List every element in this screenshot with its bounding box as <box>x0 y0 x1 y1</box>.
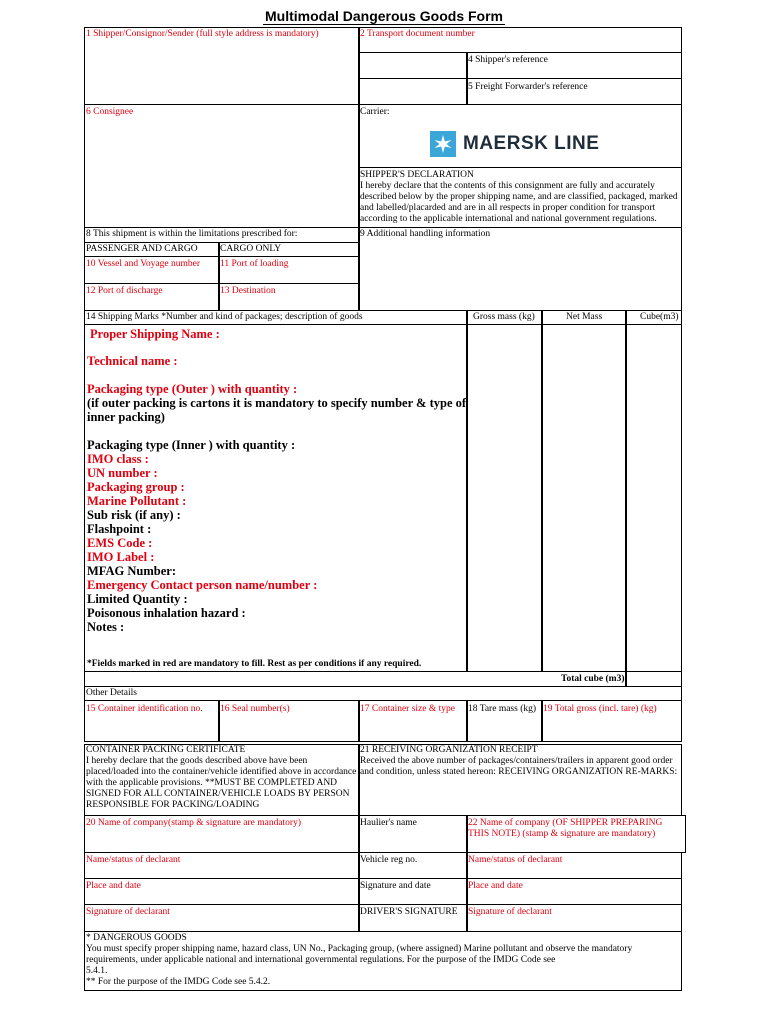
other-details-label: Other Details <box>86 688 137 698</box>
transport-doc-label: 2 Transport document number <box>360 29 475 39</box>
cargo-only-label: CARGO ONLY <box>220 244 282 254</box>
place-date-right-label: Place and date <box>468 881 523 891</box>
other-details-row <box>84 686 682 701</box>
name-status-left-label: Name/status of declarant <box>86 855 181 865</box>
receipt-line1: Received the above number of packages/containers/trailers in apparent good order <box>360 756 673 766</box>
cube-label: Cube(m3) <box>640 312 679 322</box>
packing-certificate-line2: placed/loaded into the container/vehicle identified above in accordance <box>86 767 357 777</box>
container-size-label: 17 Container size & type <box>360 704 455 714</box>
dangerous-goods-line3: 5.4.1. <box>86 966 108 976</box>
star-icon <box>430 131 456 157</box>
packaging-outer-label: Packaging type (Outer ) with quantity : <box>87 382 298 396</box>
flashpoint-label: Flashpoint : <box>87 522 152 536</box>
vehicle-reg-label: Vehicle reg no. <box>360 855 418 865</box>
tare-mass-label: 18 Tare mass (kg) <box>468 704 537 714</box>
packing-certificate-line5: RESPONSIBLE FOR PACKING/LOADING <box>86 800 260 810</box>
gross-mass-label: Gross mass (kg) <box>473 312 535 322</box>
consignee-label: 6 Consignee <box>86 107 134 117</box>
shipping-marks-label: 14 Shipping Marks *Number and kind of packages; description of goods <box>86 312 363 322</box>
seal-numbers-label: 16 Seal number(s) <box>220 704 290 714</box>
imo-label-label: IMO Label : <box>87 550 155 564</box>
packaging-group-label: Packaging group : <box>87 480 185 494</box>
emergency-contact-label: Emergency Contact person name/number : <box>87 578 318 592</box>
total-cube-label: Total cube (m3) <box>561 674 625 684</box>
hauliers-name-label: Haulier's name <box>360 818 417 828</box>
container-id-label: 15 Container identification no. <box>86 704 203 714</box>
passenger-cargo-label: PASSENGER AND CARGO <box>86 244 198 254</box>
receipt-heading: 21 RECEIVING ORGANIZATION RECEIPT <box>360 745 538 755</box>
outer-note-line1: (if outer packing is cartons it is mandatory to specify number & type of <box>87 396 467 410</box>
poisonous-label: Poisonous inhalation hazard : <box>87 606 246 620</box>
shipper-ref-label: 4 Shipper's reference <box>468 55 548 65</box>
shipper-label: 1 Shipper/Consignor/Sender (full style address is mandatory) <box>86 29 319 39</box>
dangerous-goods-line1: You must specify proper shipping name, hazard class, UN No., Packaging group, (where assigned) Marine pollutant and observe the mandatory <box>86 944 633 954</box>
total-gross-label: 19 Total gross (incl. tare) (kg) <box>543 704 657 714</box>
sub-risk-label: Sub risk (if any) : <box>87 508 181 522</box>
shipper-declaration-body: I hereby declare that the contents of this consignment are fully and accurately described below by the proper shipping name, and are classified, packaged, marked and labelled/placarded and are in all respects in proper condition for transport according to the applicable international and national government regulations. <box>360 181 678 224</box>
limited-quantity-label: Limited Quantity : <box>87 592 188 606</box>
destination-label: 13 Destination <box>220 286 276 296</box>
company-20-label: 20 Name of company(stamp & signature are mandatory) <box>86 818 301 828</box>
total-cube-row <box>84 671 627 687</box>
shipper-declaration-heading: SHIPPER'S DECLARATION <box>360 170 474 180</box>
technical-name-label: Technical name : <box>87 354 178 368</box>
shipper-ref-left-box[interactable] <box>358 52 468 79</box>
cube-column[interactable] <box>625 324 682 672</box>
company-22-label: 22 Name of company (OF SHIPPER PREPARING THIS NOTE) (stamp & signature are mandatory) <box>468 818 663 839</box>
place-date-left-label: Place and date <box>86 881 141 891</box>
carrier-label: Carrier: <box>360 107 390 117</box>
additional-handling-label: 9 Additional handling information <box>360 229 491 239</box>
drivers-signature-label: DRIVER'S SIGNATURE <box>360 907 458 917</box>
proper-shipping-name-label: Proper Shipping Name : <box>90 327 220 341</box>
dangerous-goods-heading: * DANGEROUS GOODS <box>86 933 187 943</box>
consignee-box[interactable] <box>84 104 360 228</box>
receipt-line2: and condition, unless stated hereon: RECEIVING ORGANIZATION RE-MARKS: <box>360 767 678 777</box>
shipment-limits-label: 8 This shipment is within the limitations prescribed for: <box>86 229 298 239</box>
notes-label: Notes : <box>87 620 125 634</box>
signature-declarant-left-label: Signature of declarant <box>86 907 170 917</box>
signature-date-label: Signature and date <box>360 881 431 891</box>
total-cube-value-box[interactable] <box>625 671 682 687</box>
forwarder-ref-label: 5 Freight Forwarder's reference <box>468 82 588 92</box>
port-loading-label: 11 Port of loading <box>220 259 289 269</box>
net-mass-label: Net Mass <box>566 312 603 322</box>
packing-certificate-heading: CONTAINER PACKING CERTIFICATE <box>86 745 246 755</box>
form-title: Multimodal Dangerous Goods Form <box>264 8 503 24</box>
maersk-logo <box>430 130 599 158</box>
dangerous-goods-line4: ** For the purpose of the IMDG Code see 5.4.2. <box>86 977 271 987</box>
logo-text: MAERSK LINE <box>463 133 600 154</box>
packaging-inner-label: Packaging type (Inner ) with quantity : <box>87 438 296 452</box>
name-status-right-label: Name/status of declarant <box>468 855 563 865</box>
port-discharge-label: 12 Port of discharge <box>86 286 163 296</box>
forwarder-ref-left-box[interactable] <box>358 78 468 105</box>
dangerous-goods-line2: requirements, under applicable national and international governmental regulations. For the purpose of the IMDG Code see <box>86 955 556 965</box>
marine-pollutant-label: Marine Pollutant : <box>87 494 187 508</box>
un-number-label: UN number : <box>87 466 158 480</box>
outer-note-line2: inner packing) <box>87 410 165 424</box>
mfag-label: MFAG Number: <box>87 564 176 578</box>
gross-mass-column[interactable] <box>466 324 543 672</box>
signature-declarant-right-label: Signature of declarant <box>468 907 552 917</box>
vessel-label: 10 Vessel and Voyage number <box>86 259 200 269</box>
divider <box>358 167 682 168</box>
ems-code-label: EMS Code : <box>87 536 153 550</box>
imo-class-label: IMO class : <box>87 452 149 466</box>
mandatory-footnote: *Fields marked in red are mandatory to fill. Rest as per conditions if any required. <box>87 659 422 669</box>
packing-certificate-line4: SIGNED FOR ALL CONTAINER/VEHICLE LOADS BY PERSON <box>86 789 350 799</box>
packing-certificate-line3: with the applicable provisions. **MUST BE COMPLETED AND <box>86 778 338 788</box>
packing-certificate-line1: I hereby declare that the goods described above have been <box>86 756 308 766</box>
net-mass-column[interactable] <box>541 324 627 672</box>
